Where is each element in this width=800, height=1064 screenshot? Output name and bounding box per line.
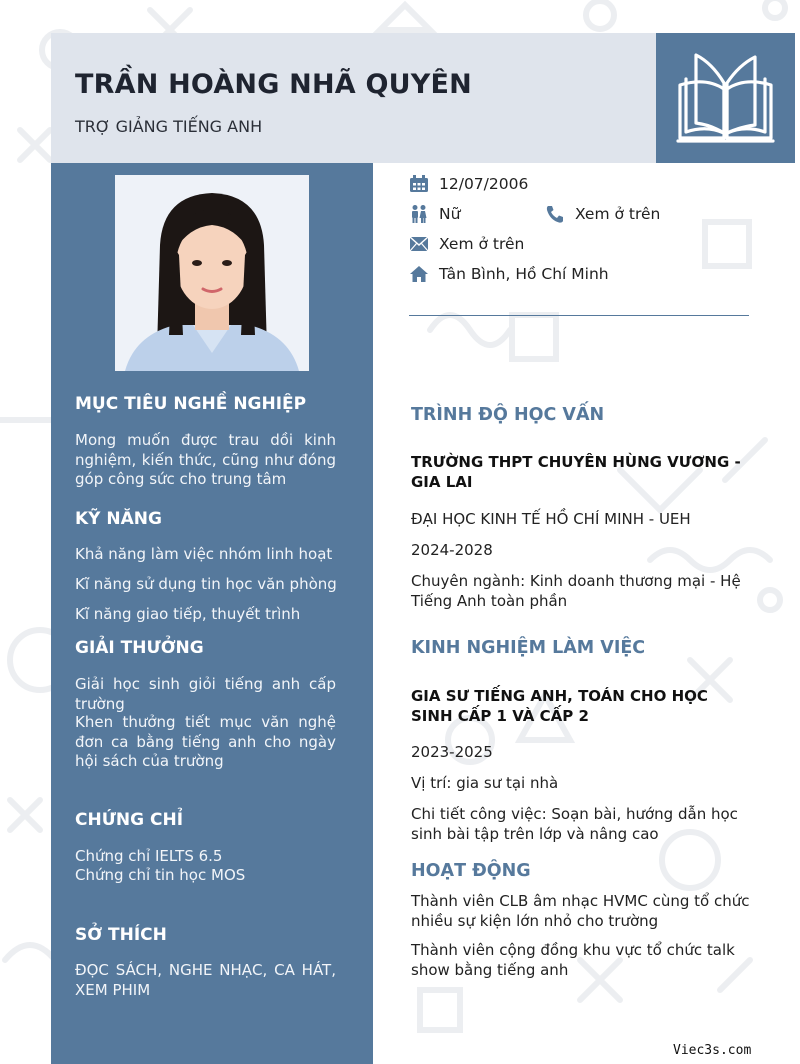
- mail-icon: [409, 235, 429, 253]
- experience-title: KINH NGHIỆM LÀM VIỆC: [411, 638, 646, 658]
- school-name: TRƯỜNG THPT CHUYÊN HÙNG VƯƠNG - GIA LAI: [411, 453, 741, 491]
- job-title: GIA SƯ TIẾNG ANH, TOÁN CHO HỌC SINH CẤP 1 VÀ CẤP 2: [411, 687, 708, 725]
- certificates-title: CHỨNG CHỈ: [75, 810, 184, 830]
- candidate-name: TRẦN HOÀNG NHÃ QUYÊN: [75, 69, 472, 100]
- logo-box: [656, 33, 795, 163]
- gender-text: Nữ: [439, 205, 461, 223]
- objective-text: Mong muốn được trau dồi kinh nghiệm, kiến thức, cũng như đóng góp công sức cho trung tâm: [75, 431, 336, 488]
- gender-icon: [409, 205, 429, 223]
- sidebar: [51, 163, 373, 1064]
- award-item: Giải học sinh giỏi tiếng anh cấp trường: [75, 675, 336, 713]
- skills-title: KỸ NĂNG: [75, 509, 162, 529]
- candidate-role: TRỢ GIẢNG TIẾNG ANH: [75, 117, 263, 136]
- activity-item: Thành viên CLB âm nhạc HVMC cùng tổ chức nhiều sự kiện lớn nhỏ cho trường: [411, 892, 750, 930]
- resume-header: [51, 33, 656, 163]
- site-watermark: Viec3s.com: [673, 1043, 752, 1058]
- activity-item: Thành viên cộng đồng khu vực tổ chức talk show bằng tiếng anh: [411, 941, 735, 979]
- job-details: Chi tiết công việc: Soạn bài, hướng dẫn học sinh bài tập trên lớp và nâng cao: [411, 805, 738, 843]
- open-book-icon: [656, 33, 795, 163]
- certificate-item: Chứng chỉ IELTS 6.5: [75, 847, 223, 865]
- objective-title: MỤC TIÊU NGHỀ NGHIỆP: [75, 394, 307, 414]
- birthday-text: 12/07/2006: [439, 175, 529, 193]
- calendar-icon: [409, 175, 429, 193]
- skill-item: Kĩ năng sử dụng tin học văn phòng: [75, 575, 337, 593]
- phone-text: Xem ở trên: [575, 205, 661, 223]
- job-position: Vị trí: gia sư tại nhà: [411, 774, 559, 792]
- activities-title: HOẠT ĐỘNG: [411, 861, 531, 881]
- hobbies-title: SỞ THÍCH: [75, 925, 167, 945]
- phone-icon: [545, 205, 565, 223]
- home-icon: [409, 265, 429, 283]
- skill-item: Kĩ năng giao tiếp, thuyết trình: [75, 605, 301, 623]
- award-item: Khen thưởng tiết mục văn nghệ đơn ca bằng tiếng anh cho ngày hội sách của trường: [75, 713, 336, 770]
- education-major: Chuyên ngành: Kinh doanh thương mại - Hệ Tiếng Anh toàn phần: [411, 572, 741, 610]
- email-text: Xem ở trên: [439, 235, 525, 253]
- skill-item: Khả năng làm việc nhóm linh hoạt: [75, 545, 333, 563]
- education-title: TRÌNH ĐỘ HỌC VẤN: [411, 405, 605, 425]
- education-years: 2024-2028: [411, 541, 493, 559]
- address-text: Tân Bình, Hồ Chí Minh: [439, 265, 609, 283]
- certificate-item: Chứng chỉ tin học MOS: [75, 866, 246, 884]
- profile-photo: [115, 175, 309, 371]
- university-name: ĐẠI HỌC KINH TẾ HỒ CHÍ MINH - UEH: [411, 510, 691, 528]
- hobbies-text: ĐỌC SÁCH, NGHE NHẠC, CA HÁT, XEM PHIM: [75, 961, 336, 999]
- job-years: 2023-2025: [411, 743, 493, 761]
- awards-title: GIẢI THƯỞNG: [75, 638, 204, 658]
- contact-divider: [409, 315, 749, 316]
